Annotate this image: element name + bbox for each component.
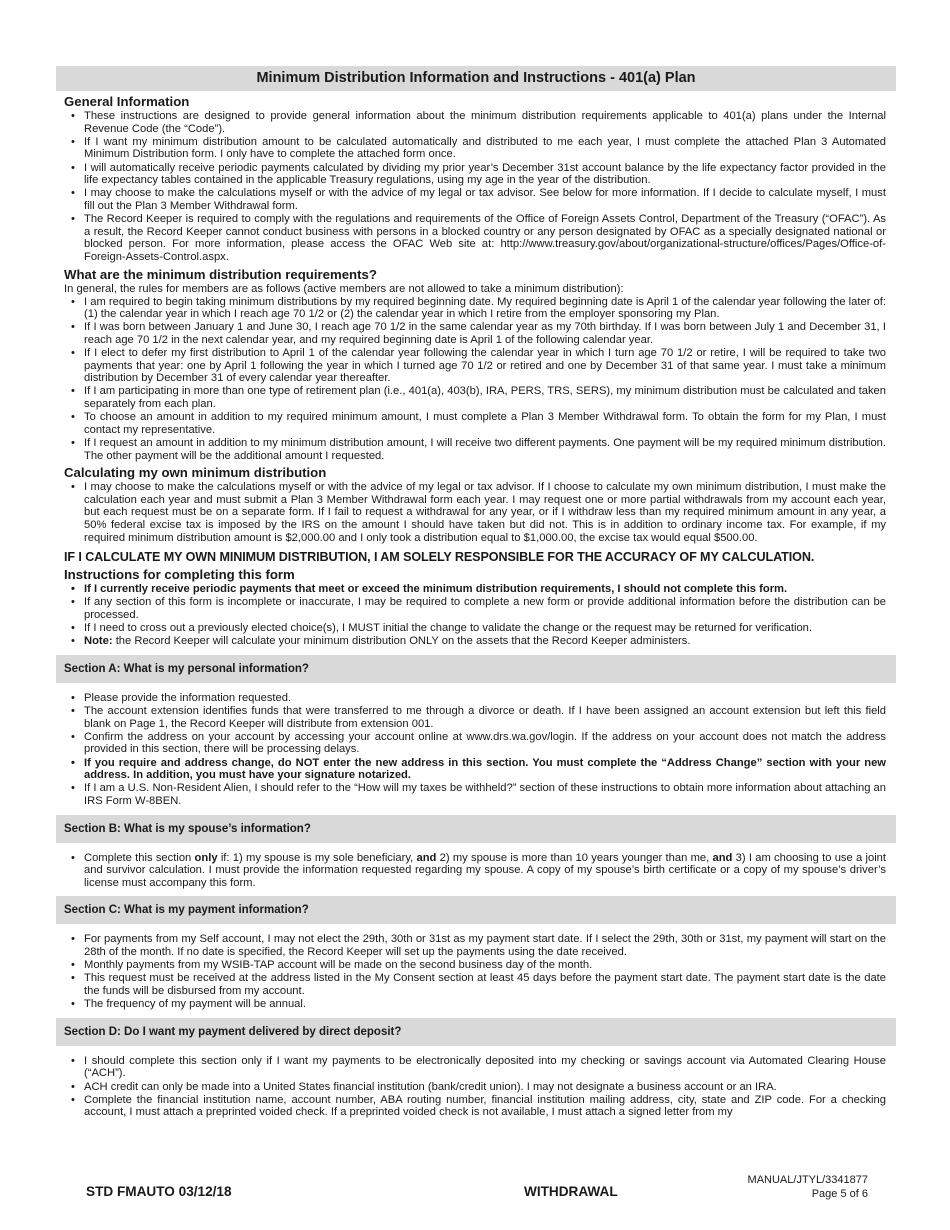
list-item: • If I need to cross out a previously elected choice(s), I MUST initial the change to validate the change or the request may be returned for verification.: [84, 622, 896, 635]
list-item: • If you require and address change, do NOT enter the new address in this section. You must complete the “Address Change” section with your new address. In addition, you must have your signature notarized.: [84, 757, 896, 782]
form-type: WITHDRAWAL: [524, 1184, 618, 1199]
requirements-intro: In general, the rules for members are as follows (active members are not allowed to take a minimum distribution):: [64, 282, 624, 295]
list-item: • If I want my minimum distribution amount to be calculated automatically and distributed to me each year, I must complete the attached Plan 3 Automated Minimum Distribution form. I only have to complete the attached form once.: [84, 136, 896, 161]
note-label: Note:: [84, 635, 113, 648]
list-item: • I will automatically receive periodic payments calculated by dividing my prior year’s December 31st account balance by the life expectancy factor provided in the life expectancy tables contained in the applicable Treasury regulations, using my age in the year of the distribution.: [84, 162, 896, 187]
list-item: • These instructions are designed to provide general information about the minimum distribution requirements applicable to 401(a) plans under the Internal Revenue Code (the “Code”).: [84, 110, 896, 135]
calculating-list: [56, 481, 896, 544]
list-item: • The Record Keeper is required to comply with the regulations and requirements of the Office of Foreign Assets Control, Department of the Treasury (“OFAC”). As a result, the Record Keeper cannot conduct business with persons in a blocked country or any person designated by OFAC as a specially designated national or blocked person. For more information, please access the OFAC Web site at: http://www.treasury.gov/about/organizational-structure/offices/Pages/Office-of-Foreign-Assets-Control.aspx.: [84, 213, 896, 263]
list-item: • ACH credit can only be made into a United States financial institution (bank/credit union). I may not designate a business account or an IRA.: [84, 1081, 896, 1094]
list-item: • If I currently receive periodic payments that meet or exceed the minimum distribution requirements, I should not complete this form.: [84, 583, 896, 596]
list-item: [84, 635, 896, 648]
list-item: • The account extension identifies funds that were transferred to me through a divorce or death. If I have been assigned an account extension but left this field blank on Page 1, the Record Keeper will distribute from extension 001.: [84, 705, 896, 730]
list-item: [84, 852, 896, 890]
section-d-list: [56, 1055, 896, 1119]
requirements-heading: What are the minimum distribution requirements?: [64, 266, 377, 282]
calculating-heading: Calculating my own minimum distribution: [64, 465, 327, 481]
list-item: • If I was born between January 1 and June 30, I reach age 70 1/2 in the same calendar year as my 70th birthday. If I was born between July 1 and December 31, I reach age 70 1/2 in the next calendar year, and my required beginning date is April 1 of the following calendar year.: [84, 321, 896, 346]
list-item: • For payments from my Self account, I may not elect the 29th, 30th or 31st as my payment start date. If I select the 29th, 30th or 31st, my payment will start on the 28th of the month. If no date is specified, the Record Keeper will set up the payments using the date received.: [84, 933, 896, 958]
section-b-heading: Section B: What is my spouse’s information?: [56, 815, 896, 843]
general-information-list: [56, 110, 896, 264]
list-item: • If I elect to defer my first distribution to April 1 of the calendar year following the calendar year in which I turn age 70 1/2 or retire, I will be required to take two payments that year: one by April 1 following the year in which I turned age 70 1/2 or retired and one by December 31 of that same year. I must take a minimum distribution by December 31 of every calendar year thereafter.: [84, 347, 896, 385]
section-a-list: [56, 692, 896, 808]
section-b-list: [56, 852, 896, 890]
list-item: • To choose an amount in addition to my required minimum amount, I must complete a Plan 3 Member Withdrawal form. To obtain the form for my Plan, I must contact my representative.: [84, 411, 896, 436]
responsibility-statement: IF I CALCULATE MY OWN MINIMUM DISTRIBUTION, I AM SOLELY RESPONSIBLE FOR THE ACCURACY OF MY CALCULATION.: [64, 550, 815, 565]
section-d-heading: Section D: Do I want my payment delivered by direct deposit?: [56, 1018, 896, 1046]
list-item: • Complete the financial institution name, account number, ABA routing number, financial institution mailing address, city, state and ZIP code. For a checking account, I must attach a preprinted voided check. If a preprinted voided check is not available, I must attach a signed letter from my: [84, 1094, 896, 1119]
list-item: • If I am a U.S. Non-Resident Alien, I should refer to the “How will my taxes be withheld?” section of these instructions to obtain more information about attaching an IRS Form W-8BEN.: [84, 782, 896, 807]
text-run: Complete this section: [84, 851, 195, 864]
emphasis: and: [712, 851, 733, 864]
section-c-list: [56, 933, 896, 1010]
text-run: 2) my spouse is more than 10 years younger than me,: [436, 851, 713, 864]
emphasis: and: [416, 851, 437, 864]
page-number: Page 5 of 6: [811, 1187, 868, 1200]
list-item: • I may choose to make the calculations myself or with the advice of my legal or tax advisor. If I choose to calculate my own minimum distribution, I must make the calculation each year and must submit a Plan 3 Member Withdrawal form each year. I may request one or more partial withdrawals from my account each year, but each request must be on a separate form. If I fail to request a withdrawal for any year, or if I withdraw less than my required minimum amount in any year, a 50% federal excise tax is imposed by the IRS on the amount I should have taken but did not. This is in addition to ordinary income tax. For example, if my required minimum distribution amount is $2,000.00 and I only took a distribution equal to $1,000.00, the excise tax would equal $500.00.: [84, 481, 896, 544]
list-item: • I should complete this section only if I want my payments to be electronically deposited into my checking or savings account via Automated Clearing House (“ACH”).: [84, 1055, 896, 1080]
instructions-list: [56, 583, 896, 648]
reference-code: MANUAL/JTYL/3341877: [747, 1174, 868, 1186]
section-c-heading: Section C: What is my payment information?: [56, 896, 896, 924]
list-item: • I may choose to make the calculations myself or with the advice of my legal or tax advisor. See below for more information. If I decide to calculate myself, I must fill out the Plan 3 Member Withdrawal form.: [84, 187, 896, 212]
list-item: • The frequency of my payment will be annual.: [84, 998, 896, 1011]
page-footer: [86, 1174, 868, 1214]
form-id: STD FMAUTO 03/12/18: [86, 1184, 232, 1199]
instructions-heading: Instructions for completing this form: [64, 567, 295, 583]
text-run: if: 1) my spouse is my sole beneficiary,: [217, 851, 417, 864]
section-a-heading: Section A: What is my personal information?: [56, 655, 896, 683]
page-title: Minimum Distribution Information and Instructions - 401(a) Plan: [56, 66, 896, 91]
text-run: 3) I am choosing to use a joint and survivor calculation. I must provide the information requested regarding my spouse. A copy of my spouse’s birth certificate or a copy of my spouse’s driver’s license must accompany this form.: [84, 851, 887, 889]
list-item: • Confirm the address on your account by accessing your account online at www.drs.wa.gov/login. If the address on your account does not match the address provided in this section, there will be processing delays.: [84, 731, 896, 756]
footer-reference: [748, 1174, 868, 1201]
list-item: • This request must be received at the address listed in the My Consent section at least 45 days before the payment start date. The payment start date is the date the funds will be disbursed from my account.: [84, 972, 896, 997]
list-item: • Monthly payments from my WSIB-TAP account will be made on the second business day of the month.: [84, 959, 896, 972]
list-item: • If I request an amount in addition to my minimum distribution amount, I will receive two different payments. One payment will be my required minimum distribution. The other payment will be the additional amount I requested.: [84, 437, 896, 462]
note-text: the Record Keeper will calculate your minimum distribution ONLY on the assets that the Record Keeper administers.: [112, 635, 691, 648]
general-information-heading: General Information: [64, 94, 190, 109]
list-item: • I am required to begin taking minimum distributions by my required beginning date. My required beginning date is April 1 of the calendar year following the later of: (1) the calendar year in which I reach age 70 1/2 or (2) the calendar year in which I retire from the employer sponsoring my Plan.: [84, 296, 896, 321]
document-page: [56, 66, 896, 1120]
requirements-list: [56, 296, 896, 463]
list-item: • If any section of this form is incomplete or inaccurate, I may be required to complete a new form or provide additional information before the distribution can be processed.: [84, 596, 896, 621]
list-item: • If I am participating in more than one type of retirement plan (i.e., 401(a), 403(b), IRA, PERS, TRS, SERS), my minimum distribution must be calculated and taken separately from each plan.: [84, 385, 896, 410]
list-item: • Please provide the information requested.: [84, 692, 896, 705]
emphasis: only: [194, 851, 218, 864]
